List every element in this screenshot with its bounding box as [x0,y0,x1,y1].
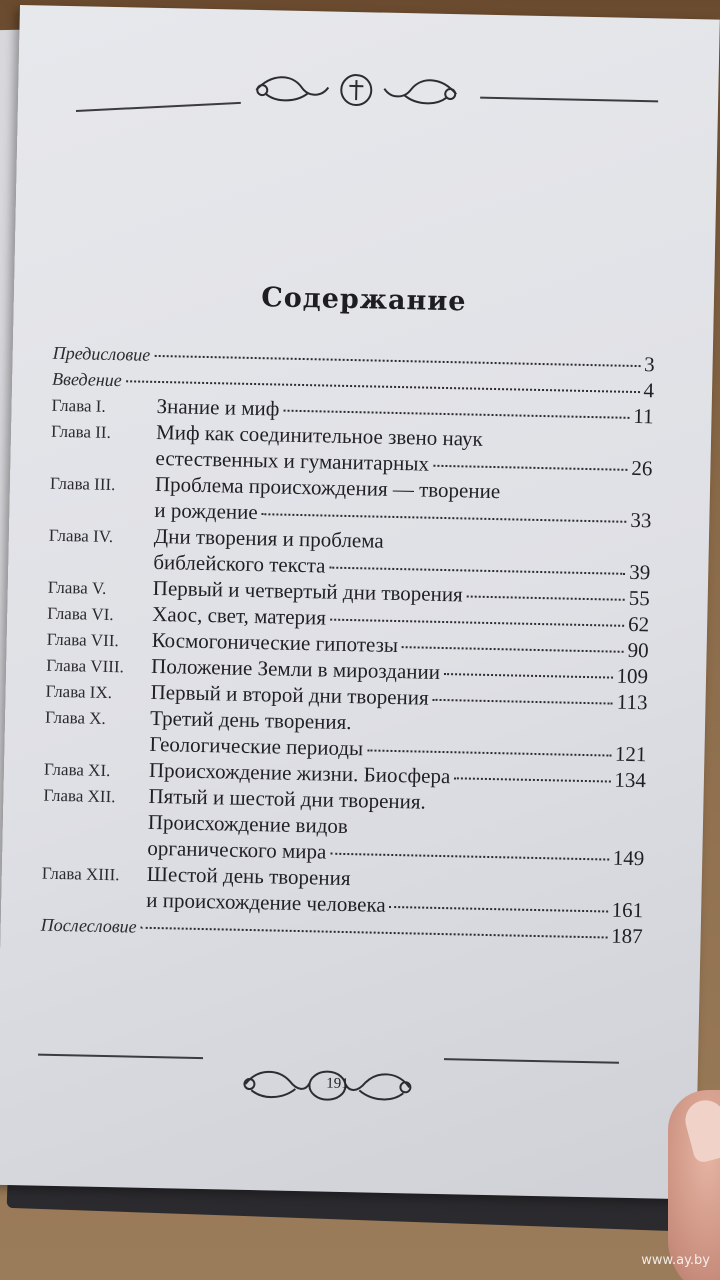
chapter-title-line: Проблема происхождения — творение [154,471,501,504]
chapter-label: Глава VIII. [45,655,125,677]
toc-chapter [42,782,646,873]
indent-spacer [41,905,146,907]
toc-label: Введение [51,368,122,391]
chapter-title-line: естественных и гуманитарных [155,445,430,476]
chapter-title-line: Положение Земли в мироздании [150,653,441,684]
chapter-page: 149 [612,845,645,871]
toc-label: Послесловие [40,914,137,937]
bottom-rule-left [38,1054,203,1059]
chapter-title-line: Шестой день творения [146,861,351,891]
chapter-page: 11 [633,403,654,429]
chapter-page: 39 [629,559,651,585]
book-page [0,5,720,1199]
chapter-title-line: органического мира [147,835,327,864]
chapter-label: Глава III. [49,473,116,495]
chapter-title-line: библейского текста [153,549,326,578]
chapter-page: 26 [631,455,653,481]
chapter-label: Глава XIII. [41,863,120,885]
leader-dots [330,853,609,861]
toc-page: 3 [643,352,655,377]
chapter-label: Глава XI. [43,759,111,781]
chapter-page: 109 [616,663,649,689]
leader-dots [454,777,610,782]
chapter-page: 62 [627,611,650,637]
page-title: Содержание [260,282,467,318]
bottom-rule-right [444,1058,619,1064]
chapter-label: Глава VII. [46,629,119,651]
chapter-title-line: Геологические периоды [149,731,364,761]
chapter-title-line: Третий день творения. [149,705,352,735]
chapter-page: 113 [616,689,648,715]
chapter-page: 33 [630,507,652,533]
toc-label: Предисловие [52,342,151,365]
chapter-label: Глава X. [44,707,106,728]
chapter-title-line: Пятый и шестой дни творения. [148,783,427,814]
top-rule-right [480,97,658,103]
leader-dots [141,927,608,939]
leader-dots [262,513,627,523]
indent-spacer [50,463,155,465]
chapter-page: 134 [614,767,647,793]
leader-dots [367,749,611,756]
indent-spacer [43,827,148,829]
chapter-label: Глава I. [51,395,106,416]
page-number: 191 [326,1075,349,1093]
leader-dots [283,410,629,419]
indent-spacer [48,567,153,569]
chapter-title-line: Происхождение видов [147,809,349,839]
toc-page: 187 [610,923,643,949]
chapter-label: Глава V. [47,577,107,598]
chapter-page: 161 [611,897,644,923]
chapter-title-line: Космогонические гипотезы [151,627,399,658]
leader-dots [154,355,640,367]
chapter-title-line: Происхождение жизни. Биосфера [148,757,451,789]
leader-dots [467,595,625,600]
toc-chapters [41,392,654,924]
chapter-title-line: и рождение [154,497,258,525]
chapter-page: 55 [628,585,650,611]
leader-dots [433,465,627,471]
leader-dots [126,380,640,393]
chapter-label: Глава XII. [43,785,116,807]
chapter-title-line: Хаос, свет, материя [152,601,327,630]
top-rule-left [76,102,241,112]
chapter-title-line: Дни творения и проблема [153,523,384,553]
leader-dots [330,619,624,627]
chapter-label: Глава IX. [45,681,113,703]
indent-spacer [44,749,149,751]
leader-dots [402,646,624,653]
leader-dots [433,699,613,705]
chapter-title-line: и происхождение человека [146,887,386,917]
chapter-title-line: Первый и второй дни творения [150,679,429,710]
indent-spacer [49,515,154,517]
cross-medallion-icon [246,68,467,113]
chapter-title-line: Миф как соединительное звено наук [155,419,483,451]
toc-page: 4 [643,378,655,403]
chapter-title-line: Знание и миф [156,393,280,421]
chapter-page: 90 [627,637,649,663]
chapter-label: Глава VI. [47,603,114,625]
leader-dots [444,673,613,679]
leader-dots [329,567,625,575]
chapter-label: Глава II. [50,421,112,442]
watermark: www.ay.by [641,1253,710,1268]
leader-dots [390,906,608,913]
chapter-title-line: Первый и четвертый дни творения [152,575,463,607]
chapter-label: Глава IV. [48,525,114,547]
indent-spacer [42,853,147,855]
table-of-contents [40,340,654,950]
chapter-page: 121 [614,741,647,767]
